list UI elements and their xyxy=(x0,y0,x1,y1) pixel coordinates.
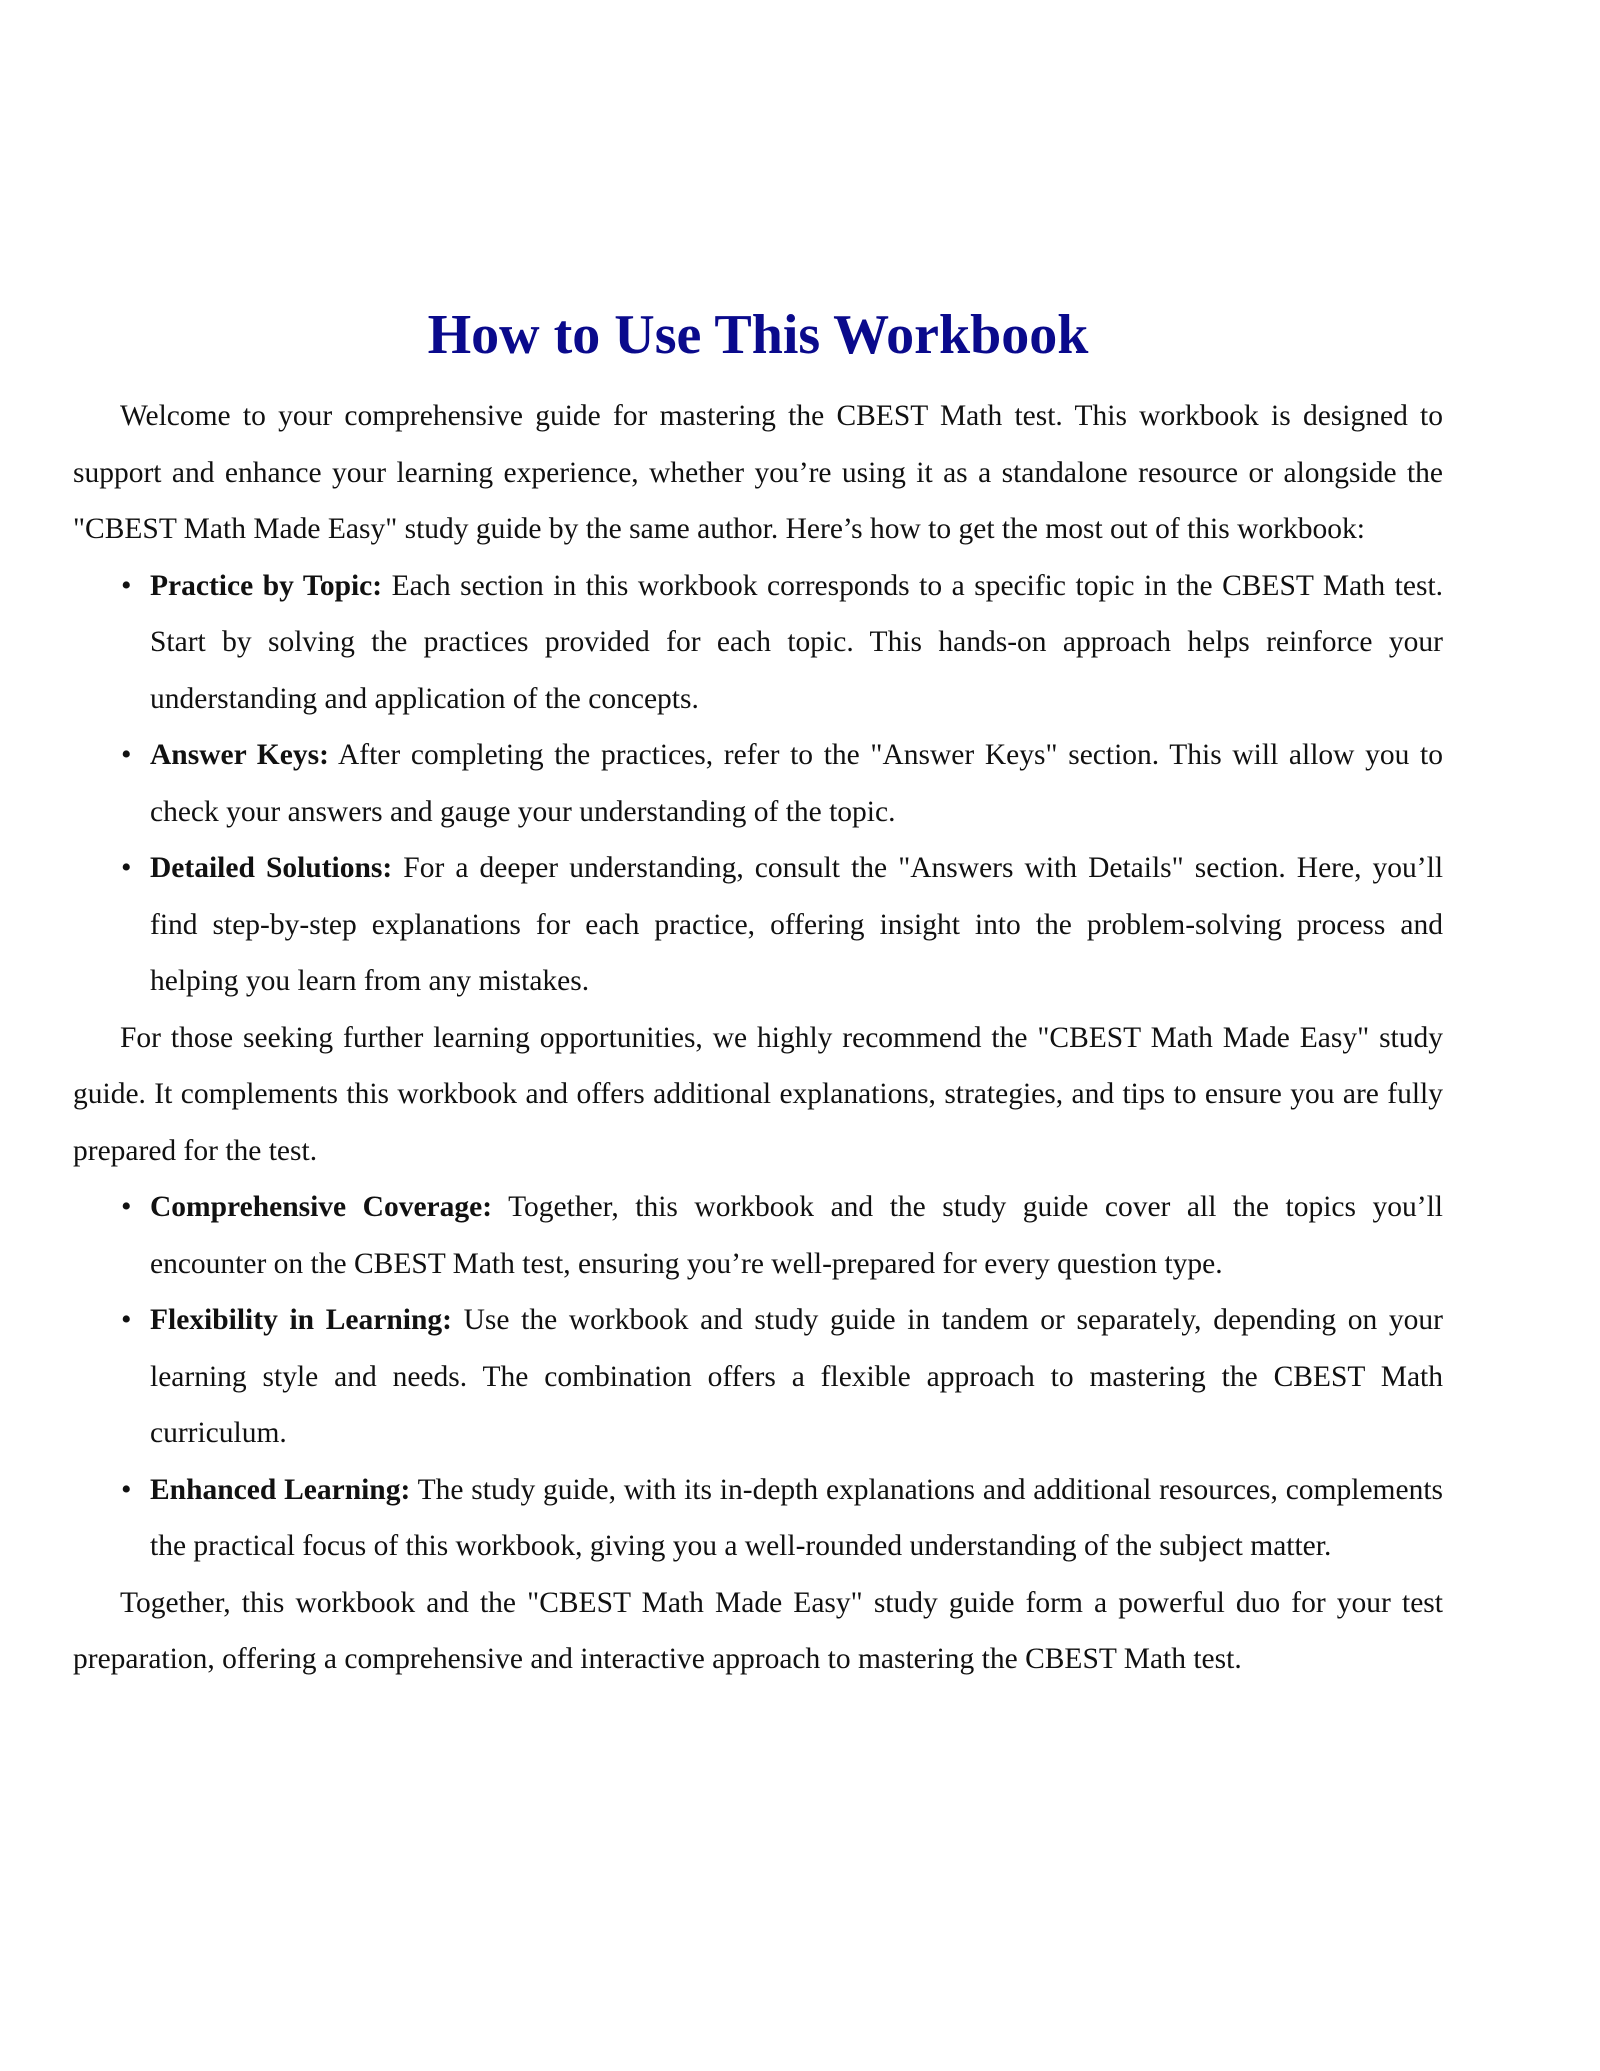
list-item xyxy=(121,1462,1444,1575)
study-guide-benefits-list xyxy=(73,1179,1443,1575)
list-item-text: Each section in this workbook corresponds to a specific topic in the CBEST Math test. Start by solving the practices provided for each topic. This hands-on approach helps reinforce your understanding and application of the concepts. xyxy=(150,569,1444,715)
list-item-text: Together, this workbook and the study guide cover all the topics you’ll encounter on the CBEST Math test, ensuring you’re well-prepared for every question type. xyxy=(150,1191,1443,1280)
workbook-usage-list xyxy=(73,558,1443,1010)
list-item xyxy=(121,727,1443,840)
list-item-text: After completing the practices, refer to the "Answer Keys" section. This will allow you to check your answers and gauge your understanding of the topic. xyxy=(150,739,1443,828)
page-title: How to Use This Workbook xyxy=(427,304,1089,366)
list-item-lead: Practice by Topic: xyxy=(150,569,383,602)
list-item-text: The study guide, with its in-depth explanations and additional resources, complements the practical focus of this workbook, giving you a well-rounded understanding of the subject matter. xyxy=(150,1473,1444,1562)
list-item-lead: Detailed Solutions: xyxy=(150,852,393,884)
bullet-icon: • xyxy=(121,738,132,771)
list-item-lead: Enhanced Learning: xyxy=(150,1473,411,1506)
closing-paragraph: Together, this workbook and the "CBEST Math Made Easy" study guide form a powerful duo for your test preparation, offering a comprehensive and interactive approach to mastering the CBEST Math test. xyxy=(73,1586,1443,1675)
list-item xyxy=(121,1292,1444,1462)
intro-paragraph: Welcome to your comprehensive guide for mastering the CBEST Math test. This workbook is designed to support and enhance your learning experience, whether you’re using it as a standalone resource or alongside the "CBEST Math Made Easy" study guide by the same author. Here’s how to get the most out of this workbook: xyxy=(73,400,1443,545)
list-item-text: Use the workbook and study guide in tandem or separately, depending on your learning style and needs. The combination offers a flexible approach to mastering the CBEST Math curriculum. xyxy=(150,1304,1444,1449)
study-guide-paragraph: For those seeking further learning opportunities, we highly recommend the "CBEST Math Made Easy" study guide. It complements this workbook and offers additional explanations, strategies, and tips to ensure you are fully prepared for the test. xyxy=(73,1021,1443,1167)
bullet-icon: • xyxy=(121,851,132,884)
bullet-icon: • xyxy=(121,568,132,602)
list-item xyxy=(121,1179,1443,1292)
list-item-lead: Answer Keys: xyxy=(150,739,329,771)
list-item-lead: Comprehensive Coverage: xyxy=(150,1191,493,1223)
bullet-icon: • xyxy=(121,1472,132,1506)
bullet-icon: • xyxy=(121,1190,132,1223)
bullet-icon: • xyxy=(121,1303,132,1336)
list-item-text: For a deeper understanding, consult the "Answers with Details" section. Here, you’ll find step-by-step explanations for each practice, offering insight into the problem-solving process and helping you learn from any mistakes. xyxy=(150,852,1444,997)
page-content xyxy=(73,290,1443,1688)
list-item xyxy=(121,840,1444,1010)
list-item-lead: Flexibility in Learning: xyxy=(150,1304,452,1336)
list-item xyxy=(121,558,1444,728)
